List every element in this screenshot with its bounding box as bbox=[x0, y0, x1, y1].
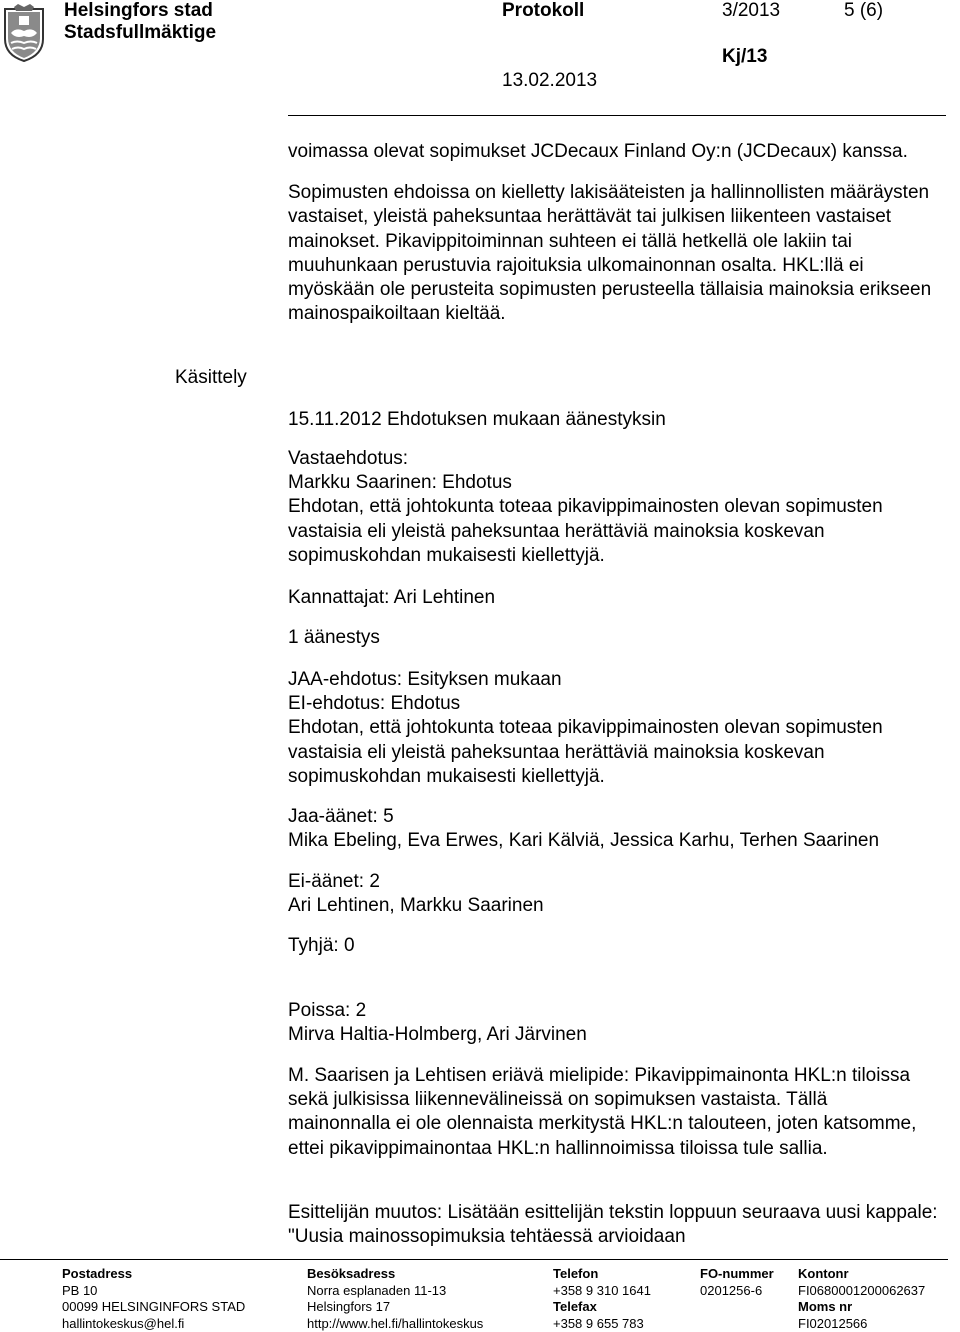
intro-paragraph-1: voimassa olevat sopimukset JCDecaux Finland Oy:n (JCDecaux) kanssa. bbox=[288, 141, 908, 162]
supporters-text: Kannattajat: Ari Lehtinen bbox=[288, 587, 496, 608]
document-number: 3/2013 bbox=[722, 0, 781, 21]
no-votes-block bbox=[288, 870, 948, 918]
counter-proposal-heading: Vastaehdotus: bbox=[288, 448, 409, 469]
yes-votes-label: Jaa-äänet: 5 bbox=[288, 806, 394, 827]
page-number: 5 (6) bbox=[844, 0, 884, 21]
supporters-line bbox=[288, 586, 948, 610]
postal-email-link[interactable]: hallintokeskus@hel.fi bbox=[62, 1315, 185, 1331]
body-name: Stadsfullmäktige bbox=[64, 22, 217, 43]
footer-account bbox=[798, 1266, 925, 1332]
phone-value: +358 9 310 1641 bbox=[553, 1282, 651, 1298]
yes-votes-block bbox=[288, 805, 948, 853]
fo-heading: FO-nummer bbox=[700, 1266, 774, 1281]
account-heading: Kontonr bbox=[798, 1266, 849, 1281]
postal-line-2: 00099 HELSINGINFORS STAD bbox=[62, 1299, 246, 1314]
vat-heading: Moms nr bbox=[798, 1299, 853, 1314]
no-votes-names: Ari Lehtinen, Markku Saarinen bbox=[288, 895, 544, 917]
no-proposal-text: Ehdotan, että johtokunta toteaa pikavippimainosten olevan sopimusten vastaisia eli yleistä paheksuntaa herättäviä mainoksia koskevan sopimuskohdan mukaisesti kiellettyjä. bbox=[288, 717, 883, 787]
postal-heading: Postadress bbox=[62, 1266, 133, 1281]
vote-title-line bbox=[288, 626, 948, 650]
document-type: Protokoll bbox=[502, 0, 585, 21]
visit-website-link[interactable]: http://www.hel.fi/hallintokeskus bbox=[307, 1315, 484, 1331]
footer-visiting-address bbox=[307, 1266, 483, 1332]
amendment-block bbox=[288, 1201, 948, 1249]
counter-proposal-text: Ehdotan, että johtokunta toteaa pikavippimainosten olevan sopimusten vastaisia eli yleistä paheksuntaa herättäviä mainoksia koskevan sopimuskohdan mukaisesti kiellettyjä. bbox=[288, 496, 883, 566]
absent-names: Mirva Haltia-Holmberg, Ari Järvinen bbox=[288, 1024, 587, 1046]
visit-line-1: Norra esplanaden 11-13 bbox=[307, 1282, 447, 1298]
vote-title: 1 äänestys bbox=[288, 627, 380, 648]
header-divider bbox=[288, 115, 946, 116]
footer-postal-address bbox=[62, 1266, 245, 1332]
meeting-date: 13.02.2013 bbox=[502, 70, 598, 91]
footer-business-id bbox=[700, 1266, 774, 1299]
visit-heading: Besöksadress bbox=[307, 1266, 396, 1281]
counter-proposal-block bbox=[288, 447, 948, 568]
footer-phone bbox=[553, 1266, 651, 1332]
dissent-block bbox=[288, 1064, 948, 1161]
postal-line-1: PB 10 bbox=[62, 1282, 98, 1298]
vat-value: FI02012566 bbox=[798, 1315, 868, 1331]
handling-date-line: 15.11.2012 Ehdotuksen mukaan äänestyksin bbox=[288, 409, 666, 430]
fax-value: +358 9 655 783 bbox=[553, 1315, 644, 1331]
blank-votes-line bbox=[288, 934, 948, 958]
counter-proposal-author: Markku Saarinen: Ehdotus bbox=[288, 472, 512, 494]
dissent-text: M. Saarisen ja Lehtisen eriävä mielipide: Pikavippimainonta HKL:n tiloissa sekä julkisissa liikennevälineissä on sopimuksen vastaista. Tällä mainonnalla ei ole olennaista merkitystä HKL:n talouteen, joten katsomme, ettei pikavippimainontaa HKL:n hallinnoimissa tiloissa tule sallia. bbox=[288, 1065, 917, 1159]
footer-divider bbox=[0, 1259, 948, 1260]
yes-proposal: JAA-ehdotus: Esityksen mukaan bbox=[288, 669, 562, 690]
handling-block bbox=[288, 408, 948, 432]
no-votes-label: Ei-äänet: 2 bbox=[288, 871, 380, 892]
intro-paragraph-2: Sopimusten ehdoissa on kielletty lakisääteisten ja hallinnollisten määräysten vastaiset, yleistä paheksuntaa herättävät tai julkisen liikenteen vastaiset mainokset. Pikavippitoiminnan suhteen ei tällä hetkellä ole lakiin tai muuhunkaan perustuvia rajoituksia ulkomainonnan osalta. HKL:llä ei myöskään ole perusteita sopimusten perusteella tällaisia mainoksia erikseen mainospaikoiltaan kieltää. bbox=[288, 182, 932, 325]
vote-proposals-block bbox=[288, 668, 948, 789]
yes-votes-names: Mika Ebeling, Eva Erwes, Kari Kälviä, Jessica Karhu, Terhen Saarinen bbox=[288, 830, 880, 852]
phone-heading: Telefon bbox=[553, 1266, 599, 1281]
amendment-text: Esittelijän muutos: Lisätään esittelijän tekstin loppuun seuraava uusi kappale: "Uusia mainossopimuksia tehtäessä arvioidaan bbox=[288, 1202, 938, 1248]
section-label: Käsittely bbox=[175, 367, 247, 388]
no-proposal: EI-ehdotus: Ehdotus bbox=[288, 693, 461, 715]
account-value: FI0680001200062637 bbox=[798, 1282, 926, 1298]
section-code: Kj/13 bbox=[722, 46, 768, 67]
organization-name: Helsingfors stad bbox=[64, 0, 213, 21]
intro-block bbox=[288, 140, 948, 326]
visit-line-2: Helsingfors 17 bbox=[307, 1299, 391, 1314]
fax-heading: Telefax bbox=[553, 1299, 597, 1314]
absent-block bbox=[288, 999, 948, 1047]
fo-value: 0201256-6 bbox=[700, 1282, 763, 1298]
blank-votes: Tyhjä: 0 bbox=[288, 935, 355, 956]
absent-label: Poissa: 2 bbox=[288, 1000, 367, 1021]
city-coat-of-arms-logo bbox=[2, 3, 46, 63]
